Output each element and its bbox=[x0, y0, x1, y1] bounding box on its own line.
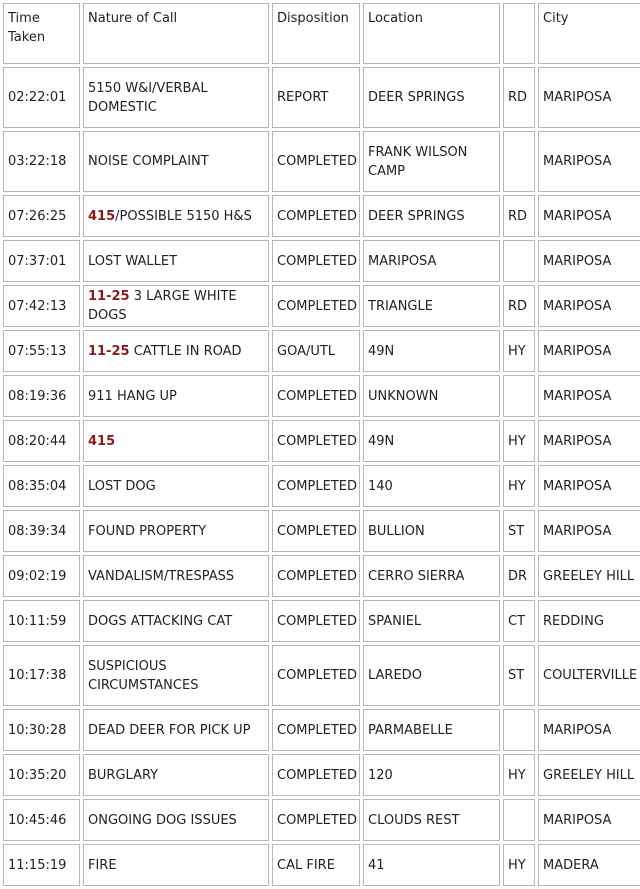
table-row bbox=[3, 375, 640, 417]
cell-location: BULLION bbox=[363, 510, 500, 552]
call-description: LOST WALLET bbox=[88, 253, 178, 269]
call-description: SUSPICIOUS CIRCUMSTANCES bbox=[88, 658, 199, 693]
call-description: LOST DOG bbox=[88, 478, 156, 494]
cell-time-taken: 08:39:34 bbox=[3, 510, 80, 552]
call-code: 11-25 bbox=[88, 289, 130, 304]
call-description: FIRE bbox=[88, 857, 117, 873]
cell-street-type: ST bbox=[503, 645, 535, 706]
cell-street-type: HY bbox=[503, 330, 535, 372]
cell-location: CLOUDS REST bbox=[363, 799, 500, 841]
header-disposition: Disposition bbox=[272, 3, 360, 64]
cell-disposition: COMPLETED bbox=[272, 799, 360, 841]
cell-time-taken: 07:42:13 bbox=[3, 285, 80, 327]
cell-city: REDDING bbox=[538, 600, 640, 642]
call-code: 11-25 bbox=[88, 343, 130, 359]
cell-city: MARIPOSA bbox=[538, 510, 640, 552]
cell-disposition: CAL FIRE bbox=[272, 844, 360, 886]
cell-street-type: HY bbox=[503, 754, 535, 796]
cell-time-taken: 10:35:20 bbox=[3, 754, 80, 796]
call-description: 911 HANG UP bbox=[88, 388, 177, 404]
cell-nature-of-call bbox=[83, 131, 269, 192]
cell-disposition: REPORT bbox=[272, 67, 360, 128]
cell-disposition: COMPLETED bbox=[272, 375, 360, 417]
cell-city: GREELEY HILL bbox=[538, 555, 640, 597]
cell-street-type: ST bbox=[503, 510, 535, 552]
call-description: CATTLE IN ROAD bbox=[129, 343, 242, 359]
cell-nature-of-call bbox=[83, 799, 269, 841]
cell-disposition: COMPLETED bbox=[272, 754, 360, 796]
call-description: 5150 W&I/VERBAL DOMESTIC bbox=[88, 80, 208, 115]
cell-disposition: COMPLETED bbox=[272, 131, 360, 192]
cell-disposition: COMPLETED bbox=[272, 600, 360, 642]
cell-city: MARIPOSA bbox=[538, 67, 640, 128]
cell-disposition: COMPLETED bbox=[272, 645, 360, 706]
call-description: ONGOING DOG ISSUES bbox=[88, 812, 237, 828]
cell-street-type: DR bbox=[503, 555, 535, 597]
table-row bbox=[3, 67, 640, 128]
cell-location: LAREDO bbox=[363, 645, 500, 706]
cell-location: DEER SPRINGS bbox=[363, 195, 500, 237]
cell-time-taken: 02:22:01 bbox=[3, 67, 80, 128]
cell-city: MARIPOSA bbox=[538, 375, 640, 417]
cell-location: CERRO SIERRA bbox=[363, 555, 500, 597]
table-row bbox=[3, 131, 640, 192]
cell-nature-of-call bbox=[83, 285, 269, 327]
header-street-type bbox=[503, 3, 535, 64]
cell-nature-of-call bbox=[83, 555, 269, 597]
table-row bbox=[3, 510, 640, 552]
table-row bbox=[3, 555, 640, 597]
cell-location: 140 bbox=[363, 465, 500, 507]
cell-nature-of-call bbox=[83, 240, 269, 282]
call-log-body bbox=[3, 67, 640, 886]
cell-city: MARIPOSA bbox=[538, 799, 640, 841]
cell-disposition: COMPLETED bbox=[272, 195, 360, 237]
cell-nature-of-call bbox=[83, 645, 269, 706]
cell-street-type bbox=[503, 240, 535, 282]
cell-city: MARIPOSA bbox=[538, 131, 640, 192]
cell-city: MARIPOSA bbox=[538, 195, 640, 237]
call-description: NOISE COMPLAINT bbox=[88, 154, 209, 169]
call-description: DEAD DEER FOR PICK UP bbox=[88, 722, 251, 738]
table-row bbox=[3, 465, 640, 507]
cell-city: MADERA bbox=[538, 844, 640, 886]
cell-street-type: HY bbox=[503, 844, 535, 886]
cell-city: MARIPOSA bbox=[538, 285, 640, 327]
cell-disposition: COMPLETED bbox=[272, 709, 360, 751]
cell-location: FRANK WILSON CAMP bbox=[363, 131, 500, 192]
call-description: VANDALISM/TRESPASS bbox=[88, 568, 235, 584]
cell-time-taken: 03:22:18 bbox=[3, 131, 80, 192]
header-time-taken: Time Taken bbox=[3, 3, 80, 64]
cell-street-type: HY bbox=[503, 465, 535, 507]
cell-nature-of-call bbox=[83, 420, 269, 462]
table-row bbox=[3, 709, 640, 751]
cell-location: MARIPOSA bbox=[363, 240, 500, 282]
cell-nature-of-call bbox=[83, 465, 269, 507]
cell-disposition: COMPLETED bbox=[272, 555, 360, 597]
cell-street-type bbox=[503, 131, 535, 192]
cell-disposition: COMPLETED bbox=[272, 510, 360, 552]
cell-time-taken: 07:37:01 bbox=[3, 240, 80, 282]
cell-time-taken: 08:19:36 bbox=[3, 375, 80, 417]
cell-street-type bbox=[503, 709, 535, 751]
cell-location: 49N bbox=[363, 420, 500, 462]
cell-time-taken: 10:45:46 bbox=[3, 799, 80, 841]
cell-city: MARIPOSA bbox=[538, 240, 640, 282]
table-row bbox=[3, 799, 640, 841]
cell-time-taken: 10:17:38 bbox=[3, 645, 80, 706]
cell-disposition: COMPLETED bbox=[272, 240, 360, 282]
cell-city: GREELEY HILL bbox=[538, 754, 640, 796]
cell-nature-of-call bbox=[83, 67, 269, 128]
cell-street-type: RD bbox=[503, 195, 535, 237]
cell-street-type: CT bbox=[503, 600, 535, 642]
table-row bbox=[3, 195, 640, 237]
cell-street-type bbox=[503, 799, 535, 841]
call-description: BURGLARY bbox=[88, 767, 159, 783]
cell-time-taken: 08:20:44 bbox=[3, 420, 80, 462]
cell-time-taken: 11:15:19 bbox=[3, 844, 80, 886]
table-row bbox=[3, 240, 640, 282]
cell-nature-of-call bbox=[83, 510, 269, 552]
cell-street-type: RD bbox=[503, 285, 535, 327]
call-description: 3 LARGE WHITE DOGS bbox=[88, 289, 237, 323]
cell-time-taken: 10:30:28 bbox=[3, 709, 80, 751]
cell-city: COULTERVILLE bbox=[538, 645, 640, 706]
table-row bbox=[3, 330, 640, 372]
cell-nature-of-call bbox=[83, 844, 269, 886]
cell-time-taken: 08:35:04 bbox=[3, 465, 80, 507]
cell-disposition: COMPLETED bbox=[272, 285, 360, 327]
cell-city: MARIPOSA bbox=[538, 709, 640, 751]
cell-location: 41 bbox=[363, 844, 500, 886]
cell-nature-of-call bbox=[83, 754, 269, 796]
header-nature-of-call: Nature of Call bbox=[83, 3, 269, 64]
cell-street-type bbox=[503, 375, 535, 417]
table-row bbox=[3, 754, 640, 796]
table-row bbox=[3, 645, 640, 706]
cell-city: MARIPOSA bbox=[538, 420, 640, 462]
table-row bbox=[3, 600, 640, 642]
cell-nature-of-call bbox=[83, 709, 269, 751]
cell-nature-of-call bbox=[83, 375, 269, 417]
call-description: FOUND PROPERTY bbox=[88, 523, 207, 539]
cell-location: UNKNOWN bbox=[363, 375, 500, 417]
cell-disposition: COMPLETED bbox=[272, 465, 360, 507]
cell-location: TRIANGLE bbox=[363, 285, 500, 327]
call-code: 415 bbox=[88, 433, 116, 449]
cell-time-taken: 07:55:13 bbox=[3, 330, 80, 372]
cell-disposition: COMPLETED bbox=[272, 420, 360, 462]
cell-location: 120 bbox=[363, 754, 500, 796]
cell-location: 49N bbox=[363, 330, 500, 372]
table-row bbox=[3, 285, 640, 327]
header-row bbox=[3, 3, 640, 64]
call-description: /POSSIBLE 5150 H&S bbox=[115, 208, 252, 224]
cell-time-taken: 09:02:19 bbox=[3, 555, 80, 597]
cell-nature-of-call bbox=[83, 600, 269, 642]
table-row bbox=[3, 420, 640, 462]
header-location: Location bbox=[363, 3, 500, 64]
cell-location: DEER SPRINGS bbox=[363, 67, 500, 128]
call-description: DOGS ATTACKING CAT bbox=[88, 613, 233, 629]
cell-time-taken: 10:11:59 bbox=[3, 600, 80, 642]
cell-nature-of-call bbox=[83, 330, 269, 372]
cell-city: MARIPOSA bbox=[538, 330, 640, 372]
cell-street-type: RD bbox=[503, 67, 535, 128]
cell-city: MARIPOSA bbox=[538, 465, 640, 507]
call-code: 415 bbox=[88, 208, 116, 224]
cell-nature-of-call bbox=[83, 195, 269, 237]
cell-location: PARMABELLE bbox=[363, 709, 500, 751]
cell-time-taken: 07:26:25 bbox=[3, 195, 80, 237]
header-city: City bbox=[538, 3, 640, 64]
cell-street-type: HY bbox=[503, 420, 535, 462]
cell-disposition: GOA/UTL bbox=[272, 330, 360, 372]
cell-location: SPANIEL bbox=[363, 600, 500, 642]
table-row bbox=[3, 844, 640, 886]
